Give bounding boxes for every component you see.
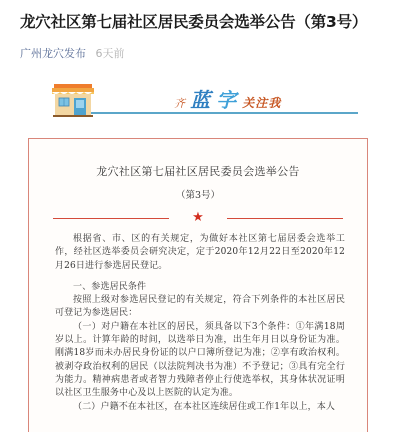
article-source-link[interactable]: 广州龙穴发布 bbox=[20, 47, 86, 60]
document-body bbox=[55, 233, 345, 414]
article-title: 龙穴社区第七届社区居民委员会选举公告（第3号） bbox=[20, 13, 368, 31]
divider-line-right bbox=[227, 218, 343, 219]
star-icon: ★ bbox=[192, 210, 204, 225]
house-illustration-icon bbox=[50, 82, 96, 118]
article-meta bbox=[20, 46, 125, 62]
document-divider bbox=[53, 210, 343, 225]
document-number: （第3号） bbox=[175, 190, 221, 201]
document-paragraph: （一）对户籍在本社区的居民，须具备以下3个条件：①年满18周岁以上。计算年龄的时间，以选举日为准，出生年月日以身份证为准。刚满18岁而未办居民身份证的以户口簿所登记为准；②享有政治权利。被剥夺政治权利的居民（以法院判决书为准）不予登记；③具有完全行为能力。精神病患者或者智力残障者停止行使选举权，其身体状况证明以社区卫生服务中心及以上医院的认定为准。 bbox=[55, 321, 345, 399]
banner-underline bbox=[78, 112, 358, 114]
banner-slogan bbox=[174, 84, 281, 110]
document-paragraph: 根据省、市、区的有关规定，为做好本社区第七届居委会选举工作，经社区选举委员会研究决定，定于2020年12月22日至2020年12月26日进行参选居民登记。 bbox=[55, 234, 345, 271]
banner-slogan-big-2: 字 bbox=[216, 88, 238, 112]
follow-banner bbox=[50, 78, 372, 122]
banner-slogan-big-1: 蓝 bbox=[190, 88, 212, 112]
announcement-document bbox=[28, 138, 368, 432]
banner-slogan-tail: 关注我 bbox=[242, 96, 282, 110]
banner-slogan-lead: 齐 bbox=[174, 97, 185, 110]
document-title: 龙穴社区第七届社区居民委员会选举公告 bbox=[96, 165, 300, 178]
document-paragraph: （二）户籍不在本社区，在本社区连续居住或工作1年以上，本人 bbox=[73, 401, 336, 412]
document-section-heading: 一、参选居民条件 bbox=[73, 281, 147, 292]
article-publish-time: 6天前 bbox=[95, 47, 125, 60]
divider-line-left bbox=[53, 218, 169, 219]
document-paragraph: 按照上级对参选居民登记的有关规定，符合下列条件的本社区居民可登记为参选居民： bbox=[55, 295, 345, 319]
